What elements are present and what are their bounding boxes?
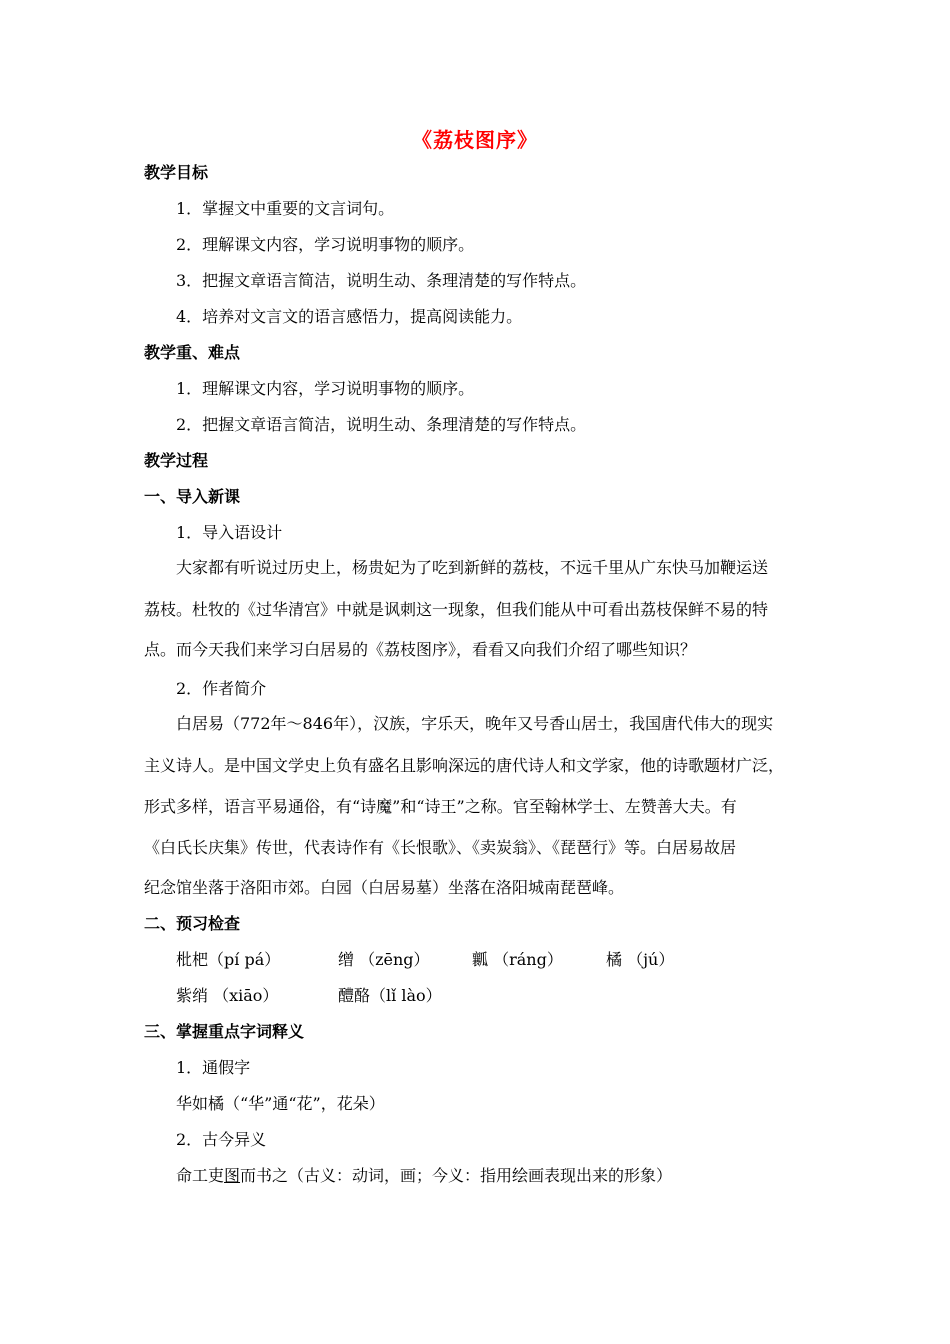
intro-line: 点。而今天我们来学习白居易的《荔枝图序》，看看又向我们介绍了哪些知识？ (144, 640, 697, 659)
pronunciation-item: 瓤 （ráng） (472, 950, 563, 969)
gujin-suffix: 而书之（古义：动词，画；今义：指用绘画表现出来的形象） (240, 1166, 673, 1185)
heading-teaching-goals: 教学目标 (144, 163, 209, 182)
goal-item: 4．培养对文言文的语言感悟力，提高阅读能力。 (176, 307, 523, 326)
heading-part3: 三、掌握重点字词释义 (144, 1022, 305, 1041)
key-point-item: 1．理解课文内容，学习说明事物的顺序。 (176, 379, 475, 398)
author-line: 纪念馆坐落于洛阳市郊。白园（白居易墓）坐落在洛阳城南琵琶峰。 (144, 878, 625, 897)
pronunciation-item: 醴酪（lǐ lào） (338, 986, 442, 1005)
gujin-underlined-word: 图 (224, 1166, 241, 1185)
goal-item: 1．掌握文中重要的文言词句。 (176, 199, 395, 218)
part3-subheading: 2．古今异义 (176, 1130, 267, 1149)
pronunciation-item: 枇杷（pí pá） (176, 950, 281, 969)
part1-subheading: 2．作者简介 (176, 679, 267, 698)
gujin-prefix: 命工吏 (176, 1166, 225, 1185)
author-line: 主义诗人。是中国文学史上负有盛名且影响深远的唐代诗人和文学家，他的诗歌题材广泛， (144, 756, 785, 775)
document-title: 《荔枝图序》 (412, 128, 538, 152)
gujin-example (176, 1166, 672, 1186)
heading-part1: 一、导入新课 (144, 487, 241, 506)
key-point-item: 2．把握文章语言简洁，说明生动、条理清楚的写作特点。 (176, 415, 587, 434)
intro-line: 荔枝。杜牧的《过华清宫》中就是讽刺这一现象，但我们能从中可看出荔枝保鲜不易的特 (144, 600, 769, 619)
author-line: 形式多样，语言平易通俗，有“诗魔”和“诗王”之称。官至翰林学士、左赞善大夫。有 (144, 797, 737, 816)
heading-part2: 二、预习检查 (144, 914, 241, 933)
part1-subheading: 1．导入语设计 (176, 523, 283, 542)
intro-line: 大家都有听说过历史上，杨贵妃为了吃到新鲜的荔枝，不远千里从广东快马加鞭运送 (176, 558, 769, 577)
tongjia-example: 华如橘（“华”通“花”，花朵） (176, 1094, 385, 1113)
heading-key-points: 教学重、难点 (144, 343, 241, 362)
pronunciation-item: 橘 （jú） (606, 950, 675, 969)
part3-subheading: 1．通假字 (176, 1058, 251, 1077)
goal-item: 2．理解课文内容，学习说明事物的顺序。 (176, 235, 475, 254)
pronunciation-item: 紫绡 （xiāo） (176, 986, 279, 1005)
pronunciation-item: 缯 （zēng） (338, 950, 430, 969)
author-line: 《白氏长庆集》传世，代表诗作有《长恨歌》、《卖炭翁》、《琵琶行》等。白居易故居 (144, 838, 737, 857)
author-line: 白居易（772年～846年），汉族，字乐天，晚年又号香山居士，我国唐代伟大的现实 (176, 714, 774, 733)
goal-item: 3．把握文章语言简洁，说明生动、条理清楚的写作特点。 (176, 271, 587, 290)
heading-teaching-process: 教学过程 (144, 451, 209, 470)
